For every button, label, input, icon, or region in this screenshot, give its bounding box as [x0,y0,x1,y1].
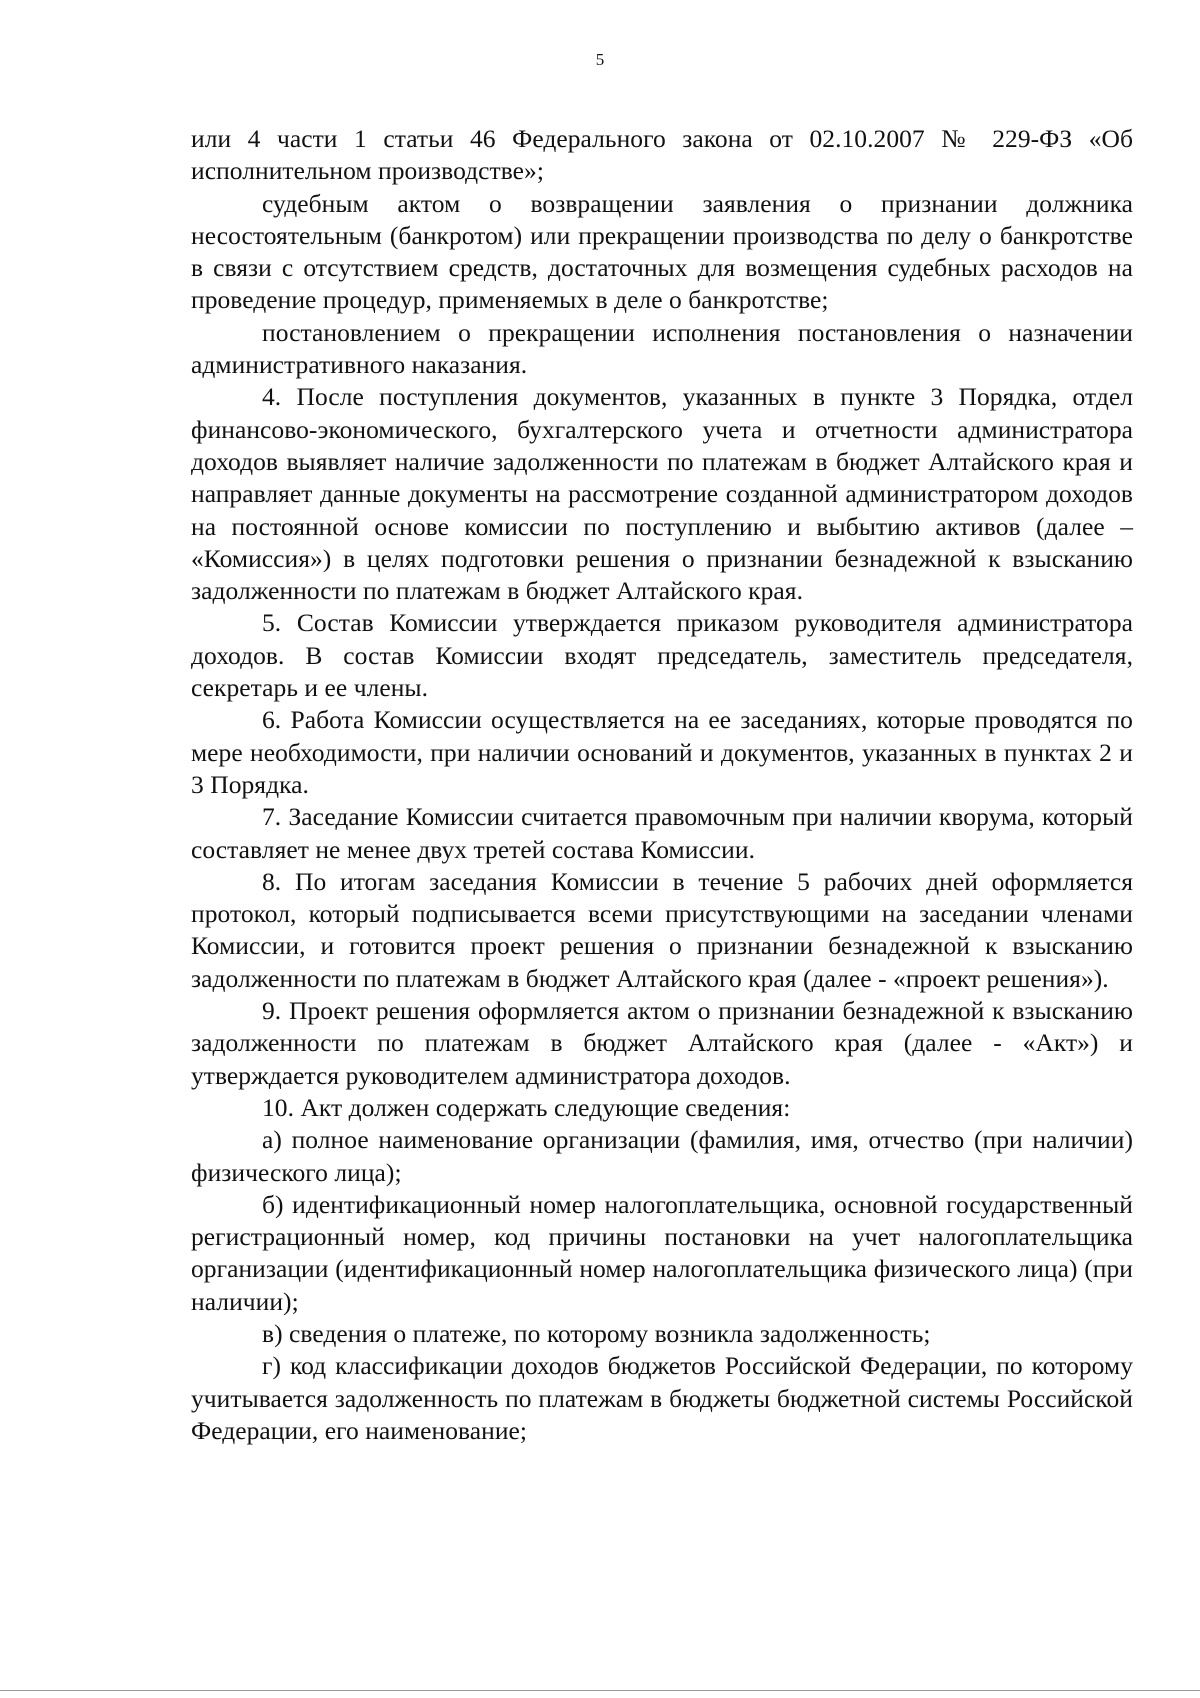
paragraph-continuation: или 4 части 1 статьи 46 Федерального закона от 02.10.2007 № 229-ФЗ «Об исполнительном производстве»; [191,124,1133,186]
paragraph-item-8: 8. По итогам заседания Комиссии в течение 5 рабочих дней оформляется протокол, который подписывается всеми присутствующими на заседании членами Комиссии, и готовится проект решения о признании безнадежной к взысканию задолженности по платежам в бюджет Алтайского края (далее - «проект решения»). [191,866,1133,993]
paragraph-item-7: 7. Заседание Комиссии считается правомочным при наличии кворума, который составляет не менее двух третей состава Комиссии. [191,802,1133,864]
paragraph-item-5: 5. Состав Комиссии утверждается приказом руководителя администратора доходов. В состав Комиссии входят председатель, заместитель председателя, секретарь и ее члены. [191,608,1133,703]
page-number: 5 [595,50,605,69]
paragraph-court-act: судебным актом о возвращении заявления о признании должника несостоятельным (банкротом) или прекращении производства по делу о банкротстве в связи с отсутствием средств, достаточных для возмещения судебных расходов на проведение процедур, применяемых в деле о банкротстве; [191,188,1133,315]
bottom-divider [0,1690,1200,1691]
paragraph-subitem-a: а) полное наименование организации (фамилия, имя, отчество (при наличии) физического лица); [191,1125,1133,1187]
paragraph-subitem-b: б) идентификационный номер налогоплательщика, основной государственный регистрационный номер, код причины постановки на учет налогоплательщика организации (идентификационный номер налогоплательщика физического лица) (при наличии); [191,1189,1133,1316]
document-body [191,123,1133,1447]
paragraph-subitem-g: г) код классификации доходов бюджетов Российской Федерации, по которому учитывается задолженность по платежам в бюджеты бюджетной системы Российской Федерации, его наименование; [191,1351,1133,1445]
paragraph-item-9: 9. Проект решения оформляется актом о признании безнадежной к взысканию задолженности по платежам в бюджет Алтайского края (далее - «Акт») и утверждается руководителем администратора доходов. [191,996,1133,1090]
paragraph-item-4: 4. После поступления документов, указанных в пункте 3 Порядка, отдел финансово-экономического, бухгалтерского учета и отчетности администратора доходов выявляет наличие задолженности по платежам в бюджет Алтайского края и направляет данные документы на рассмотрение созданной администратором доходов на постоянной основе комиссии по поступлению и выбытию активов (далее – «Комиссия») в целях подготовки решения о признании безнадежной к взысканию задолженности по платежам в бюджет Алтайского края. [191,382,1133,606]
paragraph-item-6: 6. Работа Комиссии осуществляется на ее заседаниях, которые проводятся по мере необходимости, при наличии оснований и документов, указанных в пунктах 2 и 3 Порядка. [191,705,1133,799]
paragraph-item-10: 10. Акт должен содержать следующие сведения: [262,1092,791,1122]
paragraph-resolution: постановлением о прекращении исполнения постановления о назначении административного наказания. [191,317,1133,380]
paragraph-subitem-v: в) сведения о платеже, по которому возникла задолженность; [262,1318,931,1348]
